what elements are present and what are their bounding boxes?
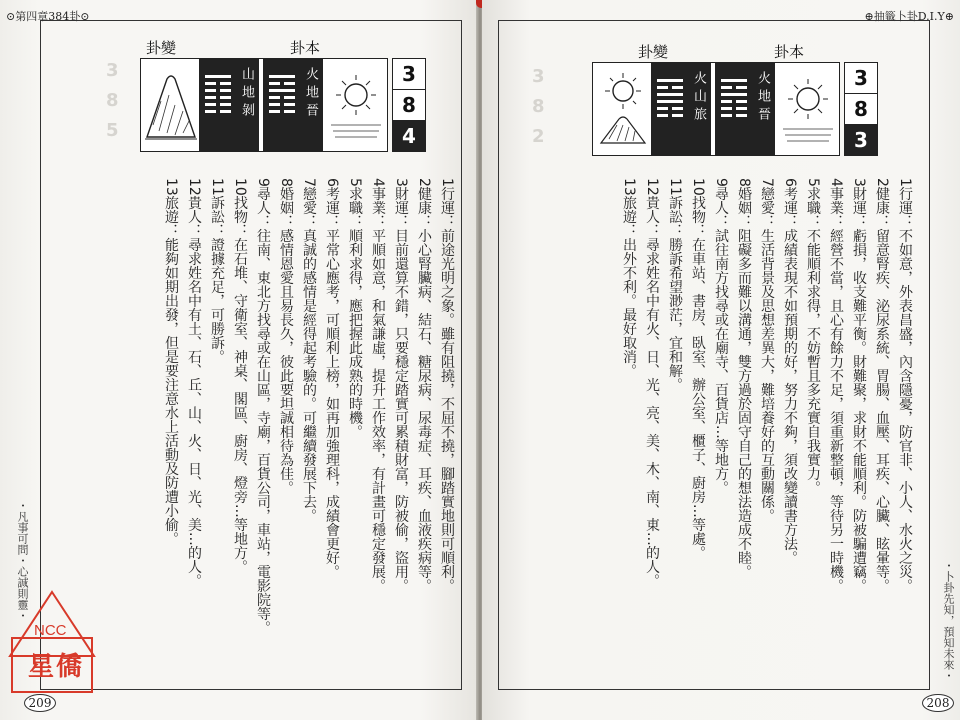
ghost-number: 3 <box>106 60 119 81</box>
number-digit: 8 <box>845 94 877 125</box>
fortune-item: 10找物：在石堆、守衛室、神桌、閣區、廚房、燈旁…等地方。 <box>232 178 248 574</box>
fortune-item: 10找物：在車站、書房、臥室、辦公室、櫃子、廚房…等處。 <box>690 178 706 560</box>
hexagram-lines <box>269 75 295 117</box>
fortune-item: 9尋人：試往南方找尋或在廟寺、百貨店…等地方。 <box>713 178 729 495</box>
fortune-item: 3財運：虧損，收支難平衡。財難聚，求財不能順利。防被騙遭竊。 <box>851 178 867 593</box>
number-digit: 3 <box>845 63 877 94</box>
fortune-item: 1行運：前途光明之象。雖有阻撓，不屈不撓，腳踏實地則可順利。 <box>439 178 455 593</box>
changed-hexagram-name: 山地剝 <box>239 67 254 121</box>
number-digit: 3 <box>393 59 425 90</box>
fortune-item: 6考運：平常心應考，可順利上榜，如再加強理科，成績會更好。 <box>324 178 340 579</box>
fortune-item: 8婚姻：感情恩愛且易長久，彼此要坦誠相待為佳。 <box>278 178 294 495</box>
fortune-item: 11訴訟：勝訴希望渺茫，宜和解。 <box>667 178 683 392</box>
fortune-item: 8婚姻：阻礙多而難以溝通，雙方過於固守自己的想法造成不睦。 <box>736 178 752 579</box>
ghost-number: 8 <box>532 96 545 117</box>
changed-hexagram-label: 卦變 <box>146 39 177 57</box>
changed-hexagram-name: 火山旅 <box>691 71 706 125</box>
right-page <box>482 0 960 720</box>
fortune-list <box>62 178 458 698</box>
changed-hexagram-box <box>199 59 259 151</box>
hexagram-lines <box>721 79 747 121</box>
fortune-item: 12貴人：尋求姓名中有火、日、光、亮、美、木、南、東…的人。 <box>644 178 660 588</box>
fortune-list <box>518 178 916 698</box>
running-head: ⊙第四章384卦⊙ <box>6 10 90 23</box>
hexagram-lines <box>205 75 231 117</box>
page-number: 209 <box>24 694 56 712</box>
base-hexagram-box <box>715 63 775 155</box>
base-hexagram-label: 卦本 <box>290 39 321 57</box>
fortune-item: 5求職：順利求得，應把握此成熟的時機。 <box>347 178 363 439</box>
number-digit: 8 <box>393 90 425 121</box>
fortune-item: 13旅遊：能夠如期出發，但是要注意水上活動及防遭小偷。 <box>163 178 179 546</box>
fortune-item: 2健康：小心腎臟病、結石、糖尿病、尿毒症、耳疾、血液疾病等。 <box>416 178 432 593</box>
running-head: ⊕抽籤卜卦D.I.Y⊕ <box>864 10 954 23</box>
fortune-item: 1行運：不如意，外表昌盛，內含隱憂，防官非、小人、水火之災。 <box>897 178 913 593</box>
page-number: 208 <box>922 694 954 712</box>
ghost-number: 8 <box>106 90 119 111</box>
fortune-item: 9尋人：往南、東北方找尋或在山區，寺廟，百貨公司，車站，電影院等。 <box>255 178 271 635</box>
hexagram-panel <box>140 58 388 152</box>
mountain-icon <box>145 65 197 143</box>
number-digit: 3 <box>845 125 877 155</box>
fortune-item: 4事業：平順如意，和氣謙虛，提升工作效率，有計畫可穩定發展。 <box>370 178 386 593</box>
base-hexagram-name: 火地晉 <box>755 71 770 125</box>
fortune-item: 11訴訟：證據充足，可勝訴。 <box>209 178 225 364</box>
hexagram-number <box>844 62 878 156</box>
fortune-item: 5求職：不能順利求得，不妨暫且多充實自我實力。 <box>805 178 821 495</box>
hexagram-panel <box>592 62 840 156</box>
fortune-item: 4事業：經營不當，且心有餘力不足，須重新整頓，等待另一時機。 <box>828 178 844 593</box>
ncc-watermark <box>6 588 98 696</box>
base-hexagram-name: 火地晉 <box>303 67 318 121</box>
ghost-number: 5 <box>106 120 119 141</box>
sun-icon <box>781 69 835 147</box>
fortune-item: 6考運：成績表現不如預期的好，努力不夠，須改變讀書方法。 <box>782 178 798 565</box>
changed-hexagram-box <box>651 63 711 155</box>
fortune-item: 2健康：留意腎疾、泌尿系統、胃腸、血壓、耳疾、心臟、眩暈等。 <box>874 178 890 593</box>
ghost-number: 2 <box>532 126 545 147</box>
sun-icon <box>329 65 383 143</box>
fortune-item: 12貴人：尋求姓名中有土、石、丘、山、火、日、光、美…的人。 <box>186 178 202 588</box>
number-digit: 4 <box>393 121 425 151</box>
fortune-item: 7戀愛：生活背景及思想差異大，難培養好的互動關係。 <box>759 178 775 523</box>
base-hexagram-box <box>263 59 323 151</box>
side-note: ・卜卦先知，預知未來・ <box>942 560 955 681</box>
changed-hexagram-label: 卦變 <box>638 43 669 61</box>
hexagram-lines <box>657 79 683 121</box>
watermark-name: 星僑 <box>28 652 85 682</box>
fortune-item: 3財運：目前還算不錯，只要穩定踏實可累積財富，防被偷，盜用。 <box>393 178 409 593</box>
hexagram-number <box>392 58 426 152</box>
watermark-abbr: NCC <box>34 622 67 639</box>
left-page <box>0 0 478 720</box>
side-note: ・凡事可問・心誠則靈・ <box>16 500 29 621</box>
fortune-item: 7戀愛：真誠的感情是經得起考驗的。可繼續發展下去。 <box>301 178 317 523</box>
sun-over-mountain-icon <box>597 69 649 147</box>
ghost-number: 3 <box>532 66 545 87</box>
base-hexagram-label: 卦本 <box>774 43 805 61</box>
fortune-item: 13旅遊：出外不利。最好取消。 <box>621 178 637 378</box>
